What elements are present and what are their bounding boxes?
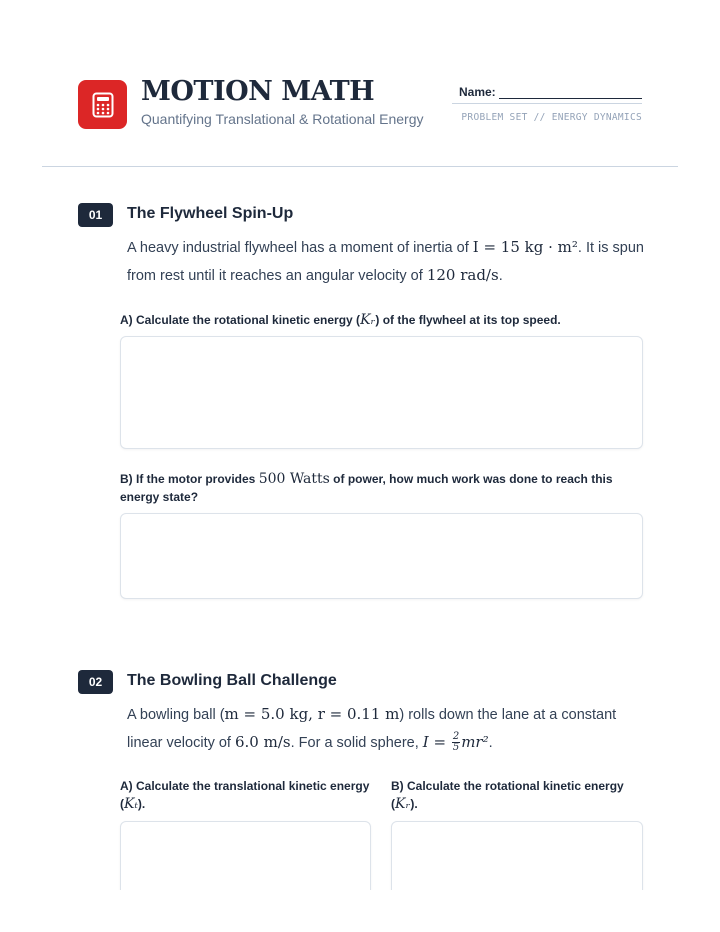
logo-badge (78, 80, 127, 129)
page-title: MOTION MATH (141, 76, 375, 107)
name-input-line[interactable] (499, 84, 642, 99)
tagline: PROBLEM SET // ENERGY DYNAMICS (461, 112, 642, 123)
problem-description: A heavy industrial flywheel has a moment of inertia of I = 15 kg · m². It is spun from rest until it reaches an angular velocity of 120 rad/s. (127, 238, 644, 284)
name-field[interactable] (459, 84, 642, 99)
fraction: $\frac{2}{5}$ (452, 730, 460, 753)
question-prompt: A) Calculate the rotational kinetic energy (Kᵣ) of the flywheel at its top speed. (120, 312, 561, 328)
math-expression: Kᵣ (360, 312, 376, 328)
problem-description: A bowling ball (m = 5.0 kg, r = 0.11 m) rolls down the lane at a constant linear velocity of 6.0 m/s. For a solid sphere, I = $\frac{2}{5}$ mr². (127, 705, 617, 753)
question-prompt: B) Calculate the rotational kinetic energy (Kᵣ). (391, 779, 624, 812)
problem-title: The Flywheel Spin-Up (127, 205, 294, 222)
math-expression: m = 5.0 kg, r = 0.11 m (224, 705, 400, 723)
header-divider-small (452, 103, 642, 104)
header-divider (42, 166, 678, 167)
page-subtitle: Quantifying Translational & Rotational Energy (141, 111, 424, 127)
question-prompt: A) Calculate the translational kinetic energy (Kₜ). (120, 779, 370, 812)
math-expression: 500 Watts (258, 471, 330, 487)
answer-box[interactable] (120, 513, 643, 599)
problem-number-badge: 01 (78, 203, 113, 227)
math-expression: 120 rad/s (426, 266, 499, 284)
problem-number-badge: 02 (78, 670, 113, 694)
question-prompt: B) If the motor provides 500 Watts of power, how much work was done to reach this energy state? (120, 471, 613, 504)
page-bottom-margin (0, 890, 720, 932)
math-expression: Kₜ (124, 796, 138, 812)
answer-box[interactable] (120, 336, 643, 449)
math-expression: 6.0 m/s (235, 733, 291, 751)
math-expression: Kᵣ (395, 796, 411, 812)
calculator-icon (92, 92, 114, 118)
name-label: Name: (459, 85, 496, 99)
math-expression: I = 15 kg · m² (472, 238, 578, 256)
problem-title: The Bowling Ball Challenge (127, 672, 337, 689)
math-expression: I = $\frac{2}{5}$ mr² (422, 730, 489, 753)
